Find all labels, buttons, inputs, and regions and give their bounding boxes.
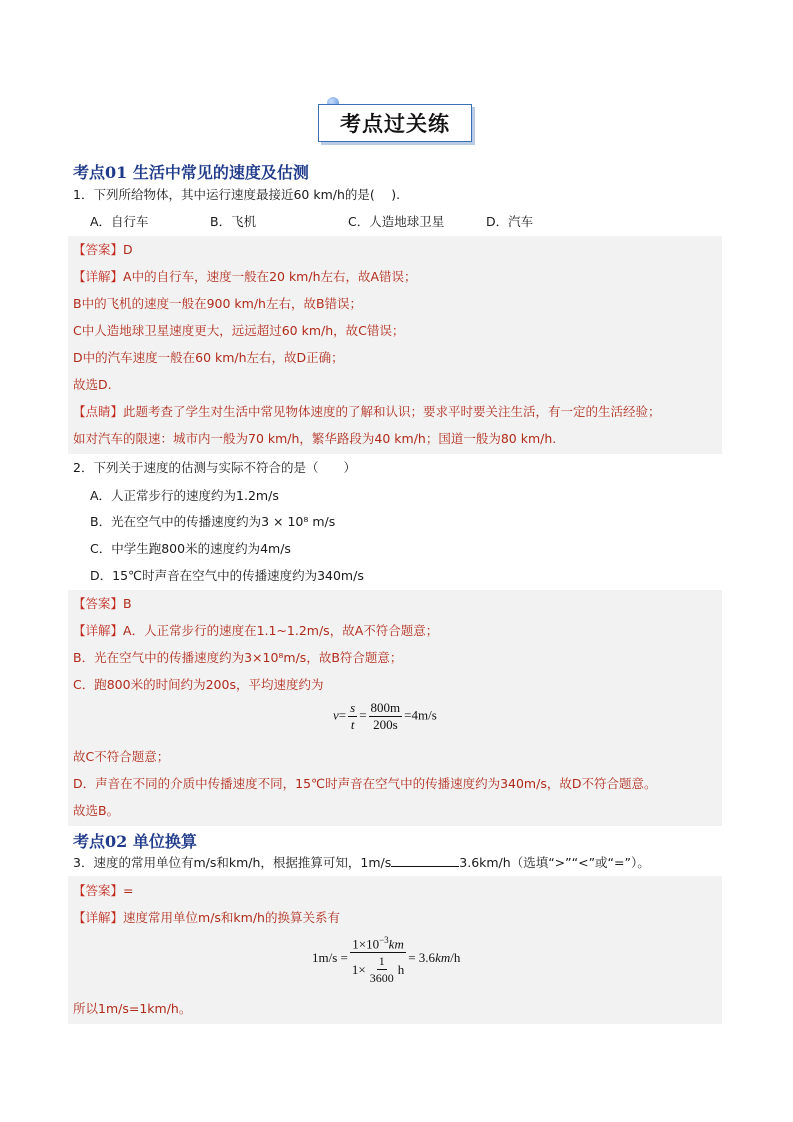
page-title: 考点过关练 <box>340 112 450 136</box>
q2-detail-5: D．声音在不同的介质中传播速度不同，15℃时声音在空气中的传播速度约为340m/s，故D不符合题意。 <box>73 776 657 791</box>
q2-detail-2: B．光在空气中的传播速度约为3×10⁸m/s，故B符合题意； <box>73 650 403 665</box>
q1-option-d: D．汽车 <box>486 214 534 229</box>
q2-answer: 【答案】B <box>73 596 132 611</box>
q1-answer: 【答案】D <box>73 242 133 257</box>
title-box <box>318 104 472 142</box>
q2-detail-4: 故C不符合题意； <box>73 749 170 764</box>
q2-option-c: C．中学生跑800米的速度约为4m/s <box>90 541 291 556</box>
q3-conclusion: 所以1m/s=1km/h。 <box>73 1001 192 1016</box>
q2-detail-3: C．跑800米的时间约为200s，平均速度约为 <box>73 677 324 692</box>
question-3-stem: 3．速度的常用单位有m/s和km/h，根据推算可知，1m/s 3.6km/h（选填“>”“<”或“=”）。 <box>73 855 650 870</box>
question-2-stem: 2．下列关于速度的估测与实际不符合的是（ ） <box>73 460 356 475</box>
q2-detail-1: 【详解】A．人正常步行的速度在1.1~1.2m/s，故A不符合题意； <box>73 623 439 638</box>
question-1-stem: 1．下列所给物体，其中运行速度最接近60 km/h的是( ). <box>73 187 401 202</box>
q1-option-a: A．自行车 <box>90 214 149 229</box>
q2-option-b: B．光在空气中的传播速度约为3 × 10⁸ m/s <box>90 514 336 529</box>
q2-option-d: D．15℃时声音在空气中的传播速度约为340m/s <box>90 568 364 583</box>
q1-point-2: 如对汽车的限速：城市内一般为70 km/h，繁华路段为40 km/h；国道一般为80 km/h. <box>73 431 557 446</box>
q1-option-c: C．人造地球卫星 <box>348 214 445 229</box>
q2-option-a: A．人正常步行的速度约为1.2m/s <box>90 488 279 503</box>
q1-option-b: B．飞机 <box>210 214 257 229</box>
q2-detail-6: 故选B。 <box>73 803 120 818</box>
q3-answer-blank <box>391 855 459 867</box>
q3-answer: 【答案】= <box>73 883 134 898</box>
q2-speed-formula: v= $\frac{s}{t}$ = $\frac{800m}{200s}$ =4m/s <box>333 700 437 732</box>
q1-detail-4: D中的汽车速度一般在60 km/h左右，故D正确； <box>73 350 344 365</box>
section-heading-1: 考点01 生活中常见的速度及估测 <box>73 163 309 182</box>
q3-detail-1: 【详解】速度常用单位m/s和km/h的换算关系有 <box>73 910 340 925</box>
q1-detail-1: 【详解】A中的自行车，速度一般在20 km/h左右，故A错误； <box>73 269 417 284</box>
q1-point-1: 【点睛】此题考查了学生对生活中常见物体速度的了解和认识；要求平时要关注生活，有一定的生活经验； <box>73 404 661 419</box>
section-heading-2: 考点02 单位换算 <box>73 832 197 851</box>
q1-detail-3: C中人造地球卫星速度更大，远远超过60 km/h，故C错误； <box>73 323 405 338</box>
q1-detail-2: B中的飞机的速度一般在900 km/h左右，故B错误； <box>73 296 363 311</box>
q1-detail-5: 故选D. <box>73 377 112 392</box>
q3-conversion-formula: 1m/s = $1\times 10^{-3}km$ 1× $\frac{1}{3600}$ h = 3.6km/h <box>312 932 460 986</box>
